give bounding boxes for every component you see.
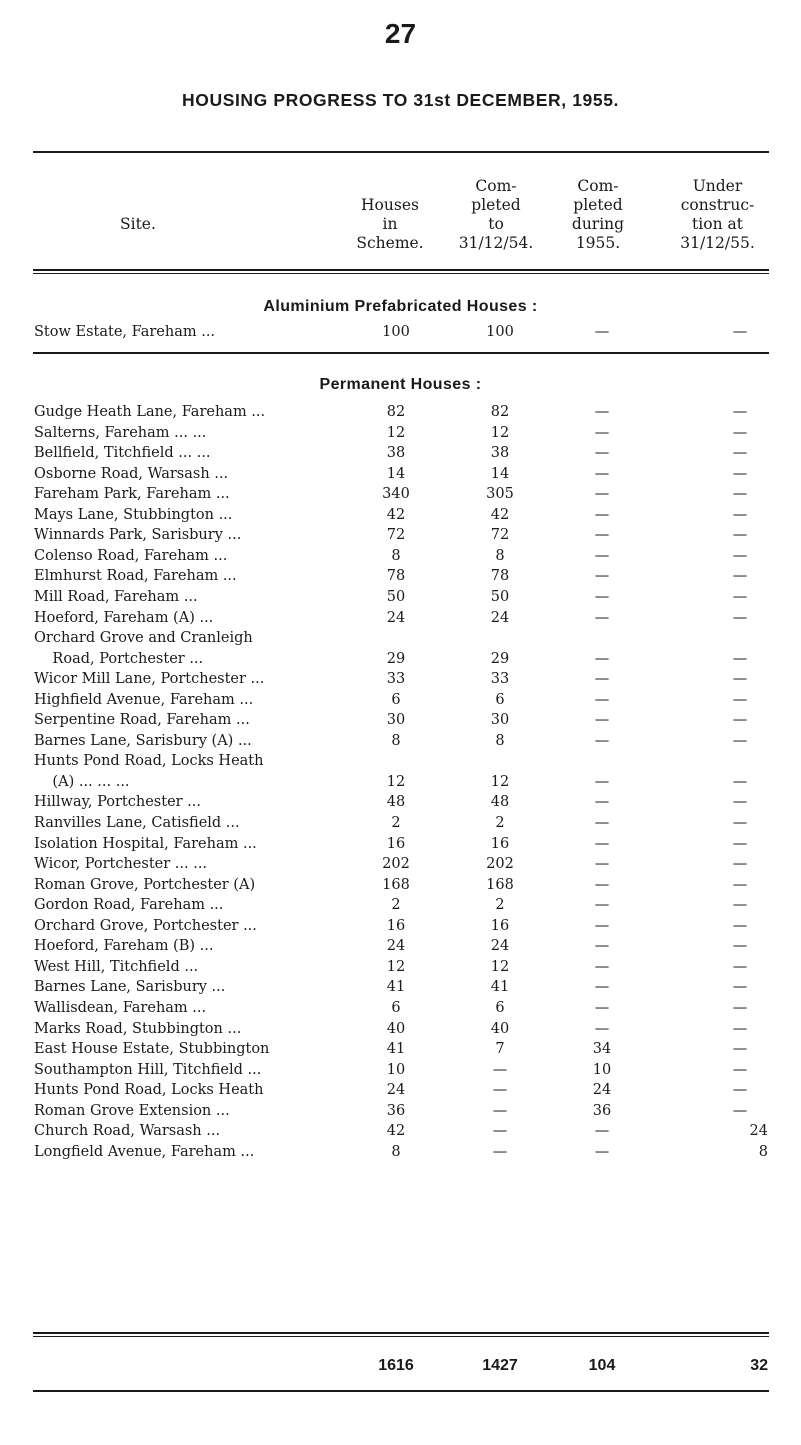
table-row bbox=[0, 527, 801, 548]
row-completed-during: — bbox=[594, 424, 610, 441]
row-completed-to: 12 bbox=[490, 773, 510, 790]
row-houses: 29 bbox=[386, 650, 406, 667]
row-under-construction: — bbox=[732, 917, 748, 934]
row-site: Mays Lane, Stubbington ... bbox=[34, 506, 233, 523]
table-row bbox=[0, 1082, 801, 1103]
row-completed-to: 8 bbox=[495, 732, 505, 749]
row-under-construction: — bbox=[732, 691, 748, 708]
row-under-construction: — bbox=[732, 465, 748, 482]
row-completed-during: — bbox=[594, 876, 610, 893]
row-under-construction: — bbox=[732, 773, 748, 790]
row-completed-to: 12 bbox=[490, 958, 510, 975]
row-houses: 36 bbox=[386, 1102, 406, 1119]
row-completed-to: 6 bbox=[495, 999, 505, 1016]
table-row bbox=[0, 1062, 801, 1083]
row-completed-during: 24 bbox=[592, 1082, 612, 1099]
row-completed-to: 16 bbox=[490, 835, 510, 852]
row-completed-to: 8 bbox=[495, 547, 505, 564]
row-completed-to: 48 bbox=[490, 794, 510, 811]
row-site: Isolation Hospital, Fareham ... bbox=[34, 835, 257, 852]
row-houses: 41 bbox=[386, 1041, 406, 1058]
table-row bbox=[0, 794, 801, 815]
row-site: Fareham Park, Fareham ... bbox=[34, 486, 230, 503]
table-row bbox=[0, 918, 801, 939]
row-houses: 16 bbox=[386, 917, 406, 934]
row-under-construction: — bbox=[732, 424, 748, 441]
table-row bbox=[0, 671, 801, 692]
row-completed-to: 7 bbox=[495, 1041, 505, 1058]
row-site: Hoeford, Fareham (A) ... bbox=[34, 609, 214, 626]
row-site: Gordon Road, Fareham ... bbox=[34, 897, 224, 914]
row-under-construction: — bbox=[732, 958, 748, 975]
table-row bbox=[0, 466, 801, 487]
row-completed-during: 36 bbox=[592, 1102, 612, 1119]
row-under-construction: — bbox=[732, 486, 748, 503]
row-completed-during: — bbox=[594, 856, 610, 873]
row-houses: 6 bbox=[391, 999, 401, 1016]
header-completed-to: Com- pleted to 31/12/54. bbox=[458, 177, 534, 252]
row-completed-during: 10 bbox=[592, 1061, 612, 1078]
table-row bbox=[0, 610, 801, 631]
row-completed-to: 33 bbox=[490, 671, 510, 688]
total-under-construction: 32 bbox=[750, 1357, 768, 1374]
row-completed-during: — bbox=[594, 1143, 610, 1160]
row-completed-to: 16 bbox=[490, 917, 510, 934]
row-under-construction: — bbox=[732, 650, 748, 667]
row-houses: 8 bbox=[391, 547, 401, 564]
table-row bbox=[0, 548, 801, 569]
total-completed-to: 1427 bbox=[482, 1357, 518, 1374]
table-row bbox=[0, 404, 801, 425]
row-houses: 82 bbox=[386, 404, 406, 420]
row-houses: 42 bbox=[386, 1123, 406, 1140]
table-row bbox=[0, 1123, 801, 1144]
top-rule bbox=[33, 151, 769, 153]
row-site: Orchard Grove and Cranleigh bbox=[34, 630, 253, 647]
table-row bbox=[0, 836, 801, 857]
totals-rule-2 bbox=[33, 1336, 769, 1337]
row-site: Orchard Grove, Portchester ... bbox=[34, 917, 257, 934]
row-under-construction: — bbox=[732, 999, 748, 1016]
row-completed-to: 168 bbox=[486, 876, 514, 893]
row-completed-during: — bbox=[594, 958, 610, 975]
row-completed-to: 50 bbox=[490, 588, 510, 605]
row-under-construction: — bbox=[732, 794, 748, 811]
row-completed-during: — bbox=[594, 506, 610, 523]
row-completed-to: 24 bbox=[490, 938, 510, 955]
row-site: Mill Road, Fareham ... bbox=[34, 588, 198, 605]
table-row bbox=[0, 959, 801, 980]
row-houses: 50 bbox=[386, 588, 406, 605]
row-completed-during: — bbox=[594, 465, 610, 482]
row-under-construction: — bbox=[732, 1020, 748, 1037]
row-completed-during: — bbox=[594, 609, 610, 626]
table-row bbox=[0, 630, 801, 651]
row-houses: 24 bbox=[386, 1082, 406, 1099]
table-row bbox=[0, 486, 801, 507]
row-site: Elmhurst Road, Fareham ... bbox=[34, 568, 237, 585]
row-houses: 202 bbox=[382, 856, 410, 873]
header-site: Site. bbox=[120, 215, 156, 233]
row-completed-to: — bbox=[492, 1102, 508, 1119]
row-houses: 24 bbox=[386, 938, 406, 955]
row-houses: 14 bbox=[386, 465, 406, 482]
row-completed-during: — bbox=[594, 835, 610, 852]
row-under-construction: — bbox=[732, 938, 748, 955]
row-under-construction: — bbox=[732, 1102, 748, 1119]
row-site: East House Estate, Stubbington bbox=[34, 1041, 270, 1058]
row-under-construction: — bbox=[732, 979, 748, 996]
table-row bbox=[0, 712, 801, 733]
row-completed-to: 14 bbox=[490, 465, 510, 482]
row-completed-during: — bbox=[594, 568, 610, 585]
row-completed-to: 40 bbox=[490, 1020, 510, 1037]
table-row bbox=[0, 425, 801, 446]
row-under-construction: 8 bbox=[758, 1143, 768, 1160]
total-completed-during: 104 bbox=[588, 1357, 616, 1374]
row-completed-to: 6 bbox=[495, 691, 505, 708]
section-heading-aluminium: Aluminium Prefabricated Houses : bbox=[263, 298, 538, 315]
row-completed-during: — bbox=[594, 917, 610, 934]
table-row bbox=[0, 733, 801, 754]
row-site: Hunts Pond Road, Locks Heath bbox=[34, 1082, 264, 1099]
row-completed-to: — bbox=[492, 1082, 508, 1099]
row-site: Stow Estate, Fareham ... bbox=[34, 324, 216, 340]
row-houses: 48 bbox=[386, 794, 406, 811]
row-under-construction: — bbox=[732, 588, 748, 605]
row-under-construction: — bbox=[732, 1061, 748, 1078]
row-houses: 16 bbox=[386, 835, 406, 852]
row-site: Salterns, Fareham ... ... bbox=[34, 424, 207, 441]
row-site: Wicor Mill Lane, Portchester ... bbox=[34, 671, 265, 688]
row-completed-during: — bbox=[594, 794, 610, 811]
row-houses: 8 bbox=[391, 1143, 401, 1160]
row-site: (A) ... ... ... bbox=[34, 773, 130, 790]
header-rule bbox=[33, 269, 769, 271]
page-title: HOUSING PROGRESS TO 31st DECEMBER, 1955. bbox=[182, 90, 619, 110]
row-site: West Hill, Titchfield ... bbox=[34, 958, 199, 975]
row-completed-during: — bbox=[594, 999, 610, 1016]
row-under-construction: — bbox=[732, 506, 748, 523]
row-completed-to: 42 bbox=[490, 506, 510, 523]
row-completed-to: 2 bbox=[495, 897, 505, 914]
row-completed-to: 30 bbox=[490, 712, 510, 729]
row-houses: 41 bbox=[386, 979, 406, 996]
row-completed-to: 2 bbox=[495, 815, 505, 831]
header-houses: Houses in Scheme. bbox=[356, 196, 424, 252]
row-completed-during: — bbox=[594, 938, 610, 955]
row-completed-to: — bbox=[492, 1123, 508, 1140]
row-houses: 8 bbox=[391, 732, 401, 749]
row-under-construction: — bbox=[732, 712, 748, 729]
row-site: Osborne Road, Warsash ... bbox=[34, 465, 229, 482]
row-completed-during: — bbox=[594, 815, 610, 831]
table-row bbox=[0, 938, 801, 959]
table-row bbox=[0, 651, 801, 672]
row-completed-to: 41 bbox=[490, 979, 510, 996]
row-houses: 72 bbox=[386, 527, 406, 544]
row-under-construction: — bbox=[732, 404, 748, 420]
table-row bbox=[0, 1021, 801, 1042]
row-houses: 40 bbox=[386, 1020, 406, 1037]
row-under-construction: — bbox=[732, 815, 748, 831]
row-houses: 30 bbox=[386, 712, 406, 729]
section-rule bbox=[33, 352, 769, 354]
row-houses: 78 bbox=[386, 568, 406, 585]
table-row bbox=[0, 1103, 801, 1124]
row-completed-during: — bbox=[594, 712, 610, 729]
row-under-construction: — bbox=[732, 324, 748, 340]
row-completed-to: 78 bbox=[490, 568, 510, 585]
row-completed-during: — bbox=[594, 773, 610, 790]
row-completed-to: 305 bbox=[486, 486, 514, 503]
bottom-rule bbox=[33, 1390, 769, 1392]
table-row bbox=[0, 815, 801, 836]
row-completed-during: — bbox=[594, 650, 610, 667]
row-site: Gudge Heath Lane, Fareham ... bbox=[34, 404, 266, 420]
row-houses: 100 bbox=[382, 324, 410, 340]
row-site: Roman Grove Extension ... bbox=[34, 1102, 230, 1119]
row-site: Highfield Avenue, Fareham ... bbox=[34, 691, 254, 708]
row-houses: 12 bbox=[386, 424, 406, 441]
row-under-construction: — bbox=[732, 547, 748, 564]
table-row bbox=[0, 589, 801, 610]
row-site: Marks Road, Stubbington ... bbox=[34, 1020, 242, 1037]
row-under-construction: — bbox=[732, 897, 748, 914]
table-row bbox=[0, 1000, 801, 1021]
row-under-construction: — bbox=[732, 1041, 748, 1058]
section-heading-permanent: Permanent Houses : bbox=[319, 376, 482, 393]
row-houses: 24 bbox=[386, 609, 406, 626]
page-number: 27 bbox=[384, 18, 417, 49]
row-site: Hoeford, Fareham (B) ... bbox=[34, 938, 214, 955]
row-under-construction: — bbox=[732, 609, 748, 626]
row-site: Church Road, Warsash ... bbox=[34, 1123, 221, 1140]
row-houses: 6 bbox=[391, 691, 401, 708]
row-completed-during: — bbox=[594, 671, 610, 688]
header-under-construction: Under construc- tion at 31/12/55. bbox=[680, 177, 755, 252]
row-site: Wicor, Portchester ... ... bbox=[34, 856, 208, 873]
row-completed-to: 82 bbox=[490, 404, 510, 420]
table-row bbox=[0, 897, 801, 918]
row-site: Wallisdean, Fareham ... bbox=[34, 999, 207, 1016]
row-houses: 12 bbox=[386, 958, 406, 975]
totals-row bbox=[0, 1357, 801, 1378]
row-completed-to: — bbox=[492, 1143, 508, 1160]
row-completed-during: — bbox=[594, 324, 610, 340]
row-houses: 2 bbox=[391, 815, 401, 831]
row-site: Colenso Road, Fareham ... bbox=[34, 547, 228, 564]
row-completed-during: 34 bbox=[592, 1041, 612, 1058]
row-under-construction: 24 bbox=[749, 1123, 768, 1140]
table-row bbox=[0, 692, 801, 713]
totals-rule bbox=[33, 1332, 769, 1334]
row-completed-during: — bbox=[594, 588, 610, 605]
row-houses: 33 bbox=[386, 671, 406, 688]
row-site: Serpentine Road, Fareham ... bbox=[34, 712, 250, 729]
row-houses: 340 bbox=[382, 486, 410, 503]
row-completed-to: 100 bbox=[486, 324, 514, 340]
row-completed-during: — bbox=[594, 1123, 610, 1140]
row-under-construction: — bbox=[732, 568, 748, 585]
row-site: Winnards Park, Sarisbury ... bbox=[34, 527, 242, 544]
row-completed-to: 38 bbox=[490, 445, 510, 462]
table-row bbox=[0, 1144, 801, 1165]
row-completed-during: — bbox=[594, 486, 610, 503]
row-under-construction: — bbox=[732, 835, 748, 852]
row-houses: 10 bbox=[386, 1061, 406, 1078]
table-row bbox=[0, 324, 801, 345]
table-row bbox=[0, 507, 801, 528]
row-site: Hillway, Portchester ... bbox=[34, 794, 202, 811]
row-completed-during: — bbox=[594, 527, 610, 544]
row-houses: 38 bbox=[386, 445, 406, 462]
row-site: Longfield Avenue, Fareham ... bbox=[34, 1143, 255, 1160]
row-site: Roman Grove, Portchester (A) bbox=[34, 876, 256, 893]
row-site: Ranvilles Lane, Catisfield ... bbox=[34, 815, 240, 831]
row-completed-during: — bbox=[594, 547, 610, 564]
table-row bbox=[0, 856, 801, 877]
row-site: Barnes Lane, Sarisbury ... bbox=[34, 979, 226, 996]
row-houses: 12 bbox=[386, 773, 406, 790]
table-row bbox=[0, 774, 801, 795]
row-completed-during: — bbox=[594, 1020, 610, 1037]
header-completed-during: Com- pleted during 1955. bbox=[571, 177, 625, 252]
header-rule-2 bbox=[33, 273, 769, 274]
row-site: Hunts Pond Road, Locks Heath bbox=[34, 753, 264, 770]
row-houses: 2 bbox=[391, 897, 401, 914]
table-row bbox=[0, 568, 801, 589]
row-completed-during: — bbox=[594, 732, 610, 749]
row-completed-to: 202 bbox=[486, 856, 514, 873]
row-under-construction: — bbox=[732, 856, 748, 873]
total-houses: 1616 bbox=[378, 1357, 414, 1374]
table-row bbox=[0, 1041, 801, 1062]
row-under-construction: — bbox=[732, 527, 748, 544]
table-row bbox=[0, 753, 801, 774]
row-completed-to: 24 bbox=[490, 609, 510, 626]
row-under-construction: — bbox=[732, 732, 748, 749]
row-houses: 42 bbox=[386, 506, 406, 523]
row-completed-during: — bbox=[594, 897, 610, 914]
row-site: Barnes Lane, Sarisbury (A) ... bbox=[34, 732, 252, 749]
row-site: Southampton Hill, Titchfield ... bbox=[34, 1061, 262, 1078]
row-completed-to: 12 bbox=[490, 424, 510, 441]
row-site: Bellfield, Titchfield ... ... bbox=[34, 445, 211, 462]
table-row bbox=[0, 877, 801, 898]
row-completed-during: — bbox=[594, 979, 610, 996]
row-under-construction: — bbox=[732, 671, 748, 688]
row-completed-during: — bbox=[594, 691, 610, 708]
row-under-construction: — bbox=[732, 876, 748, 893]
table-row bbox=[0, 979, 801, 1000]
row-completed-to: 72 bbox=[490, 527, 510, 544]
row-site: Road, Portchester ... bbox=[34, 650, 204, 667]
row-completed-to: 29 bbox=[490, 650, 510, 667]
row-under-construction: — bbox=[732, 1082, 748, 1099]
row-under-construction: — bbox=[732, 445, 748, 462]
row-completed-during: — bbox=[594, 404, 610, 420]
row-completed-to: — bbox=[492, 1061, 508, 1078]
table-row bbox=[0, 445, 801, 466]
row-completed-during: — bbox=[594, 445, 610, 462]
row-houses: 168 bbox=[382, 876, 410, 893]
